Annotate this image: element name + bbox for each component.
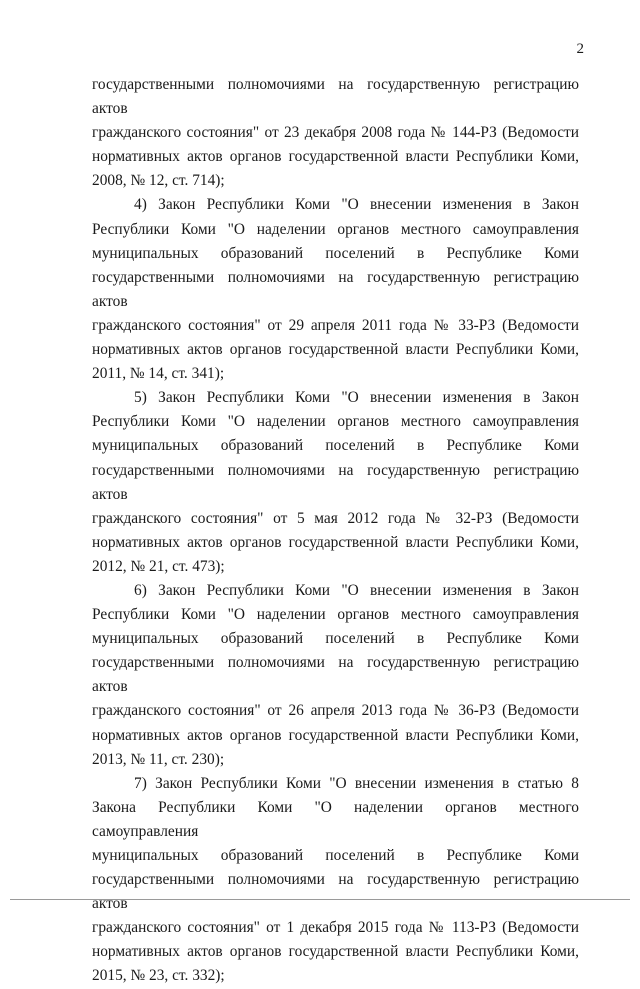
paragraph-item-6 bbox=[92, 579, 579, 772]
paragraph-item-4 bbox=[92, 193, 579, 386]
text-line: муниципальных образований поселений в Республике Коми bbox=[92, 630, 579, 648]
text-line: нормативных актов органов государственной власти Республики Коми, bbox=[92, 943, 579, 961]
text-line: Республики Коми "О наделении органов местного самоуправления bbox=[92, 606, 579, 624]
text-line: нормативных актов органов государственной власти Республики Коми, bbox=[92, 148, 579, 166]
paragraph-item-7 bbox=[92, 772, 579, 989]
text-line: гражданского состояния" от 29 апреля 2011 года № 33-РЗ (Ведомости bbox=[92, 316, 579, 334]
document-body bbox=[92, 73, 579, 989]
bottom-rule bbox=[10, 899, 630, 900]
text-line: гражданского состояния" от 23 декабря 2008 года № 144-РЗ (Ведомости bbox=[92, 124, 579, 142]
text-line: нормативных актов органов государственной власти Республики Коми, bbox=[92, 341, 579, 359]
text-line: муниципальных образований поселений в Республике Коми bbox=[92, 847, 579, 864]
text-line: Республики Коми "О наделении органов местного самоуправления bbox=[92, 413, 579, 431]
text-line: 2012, № 21, ст. 473); bbox=[92, 557, 225, 575]
text-line: государственными полномочиями на государственную регистрацию актов bbox=[92, 461, 579, 503]
text-line: государственными полномочиями на государственную регистрацию актов bbox=[92, 76, 579, 118]
text-line: 2015, № 23, ст. 332); bbox=[92, 967, 225, 985]
page-number: 2 bbox=[576, 41, 584, 57]
paragraph-continuation bbox=[92, 73, 579, 193]
text-line: муниципальных образований поселений в Республике Коми bbox=[92, 244, 579, 262]
text-line: Закона Республики Коми "О наделении органов местного самоуправления bbox=[92, 798, 579, 840]
text-line: государственными полномочиями на государственную регистрацию актов bbox=[92, 654, 579, 696]
text-line: 5) Закон Республики Коми "О внесении изменения в Закон bbox=[134, 389, 579, 407]
text-line: нормативных актов органов государственной власти Республики Коми, bbox=[92, 533, 579, 551]
text-line: Республики Коми "О наделении органов местного самоуправления bbox=[92, 220, 579, 238]
text-line: 2008, № 12, ст. 714); bbox=[92, 172, 225, 190]
text-line: гражданского состояния" от 5 мая 2012 года № 32-РЗ (Ведомости bbox=[92, 509, 579, 527]
text-line: 7) Закон Республики Коми "О внесении изменения в статью 8 bbox=[134, 774, 579, 792]
text-line: 4) Закон Республики Коми "О внесении изменения в Закон bbox=[134, 196, 579, 214]
text-line: государственными полномочиями на государственную регистрацию актов bbox=[92, 268, 579, 310]
text-line: гражданского состояния" от 1 декабря 2015 года № 113-РЗ (Ведомости bbox=[92, 919, 579, 937]
text-line: нормативных актов органов государственной власти Республики Коми, bbox=[92, 726, 579, 744]
text-line: муниципальных образований поселений в Республике Коми bbox=[92, 437, 579, 455]
text-line: 2013, № 11, ст. 230); bbox=[92, 750, 225, 768]
text-line: гражданского состояния" от 26 апреля 2013 года № 36-РЗ (Ведомости bbox=[92, 702, 579, 720]
text-line: государственными полномочиями на государственную регистрацию актов bbox=[92, 871, 579, 913]
text-line: 2011, № 14, ст. 341); bbox=[92, 365, 225, 383]
paragraph-item-5 bbox=[92, 386, 579, 579]
text-line: 6) Закон Республики Коми "О внесении изменения в Закон bbox=[134, 581, 579, 599]
